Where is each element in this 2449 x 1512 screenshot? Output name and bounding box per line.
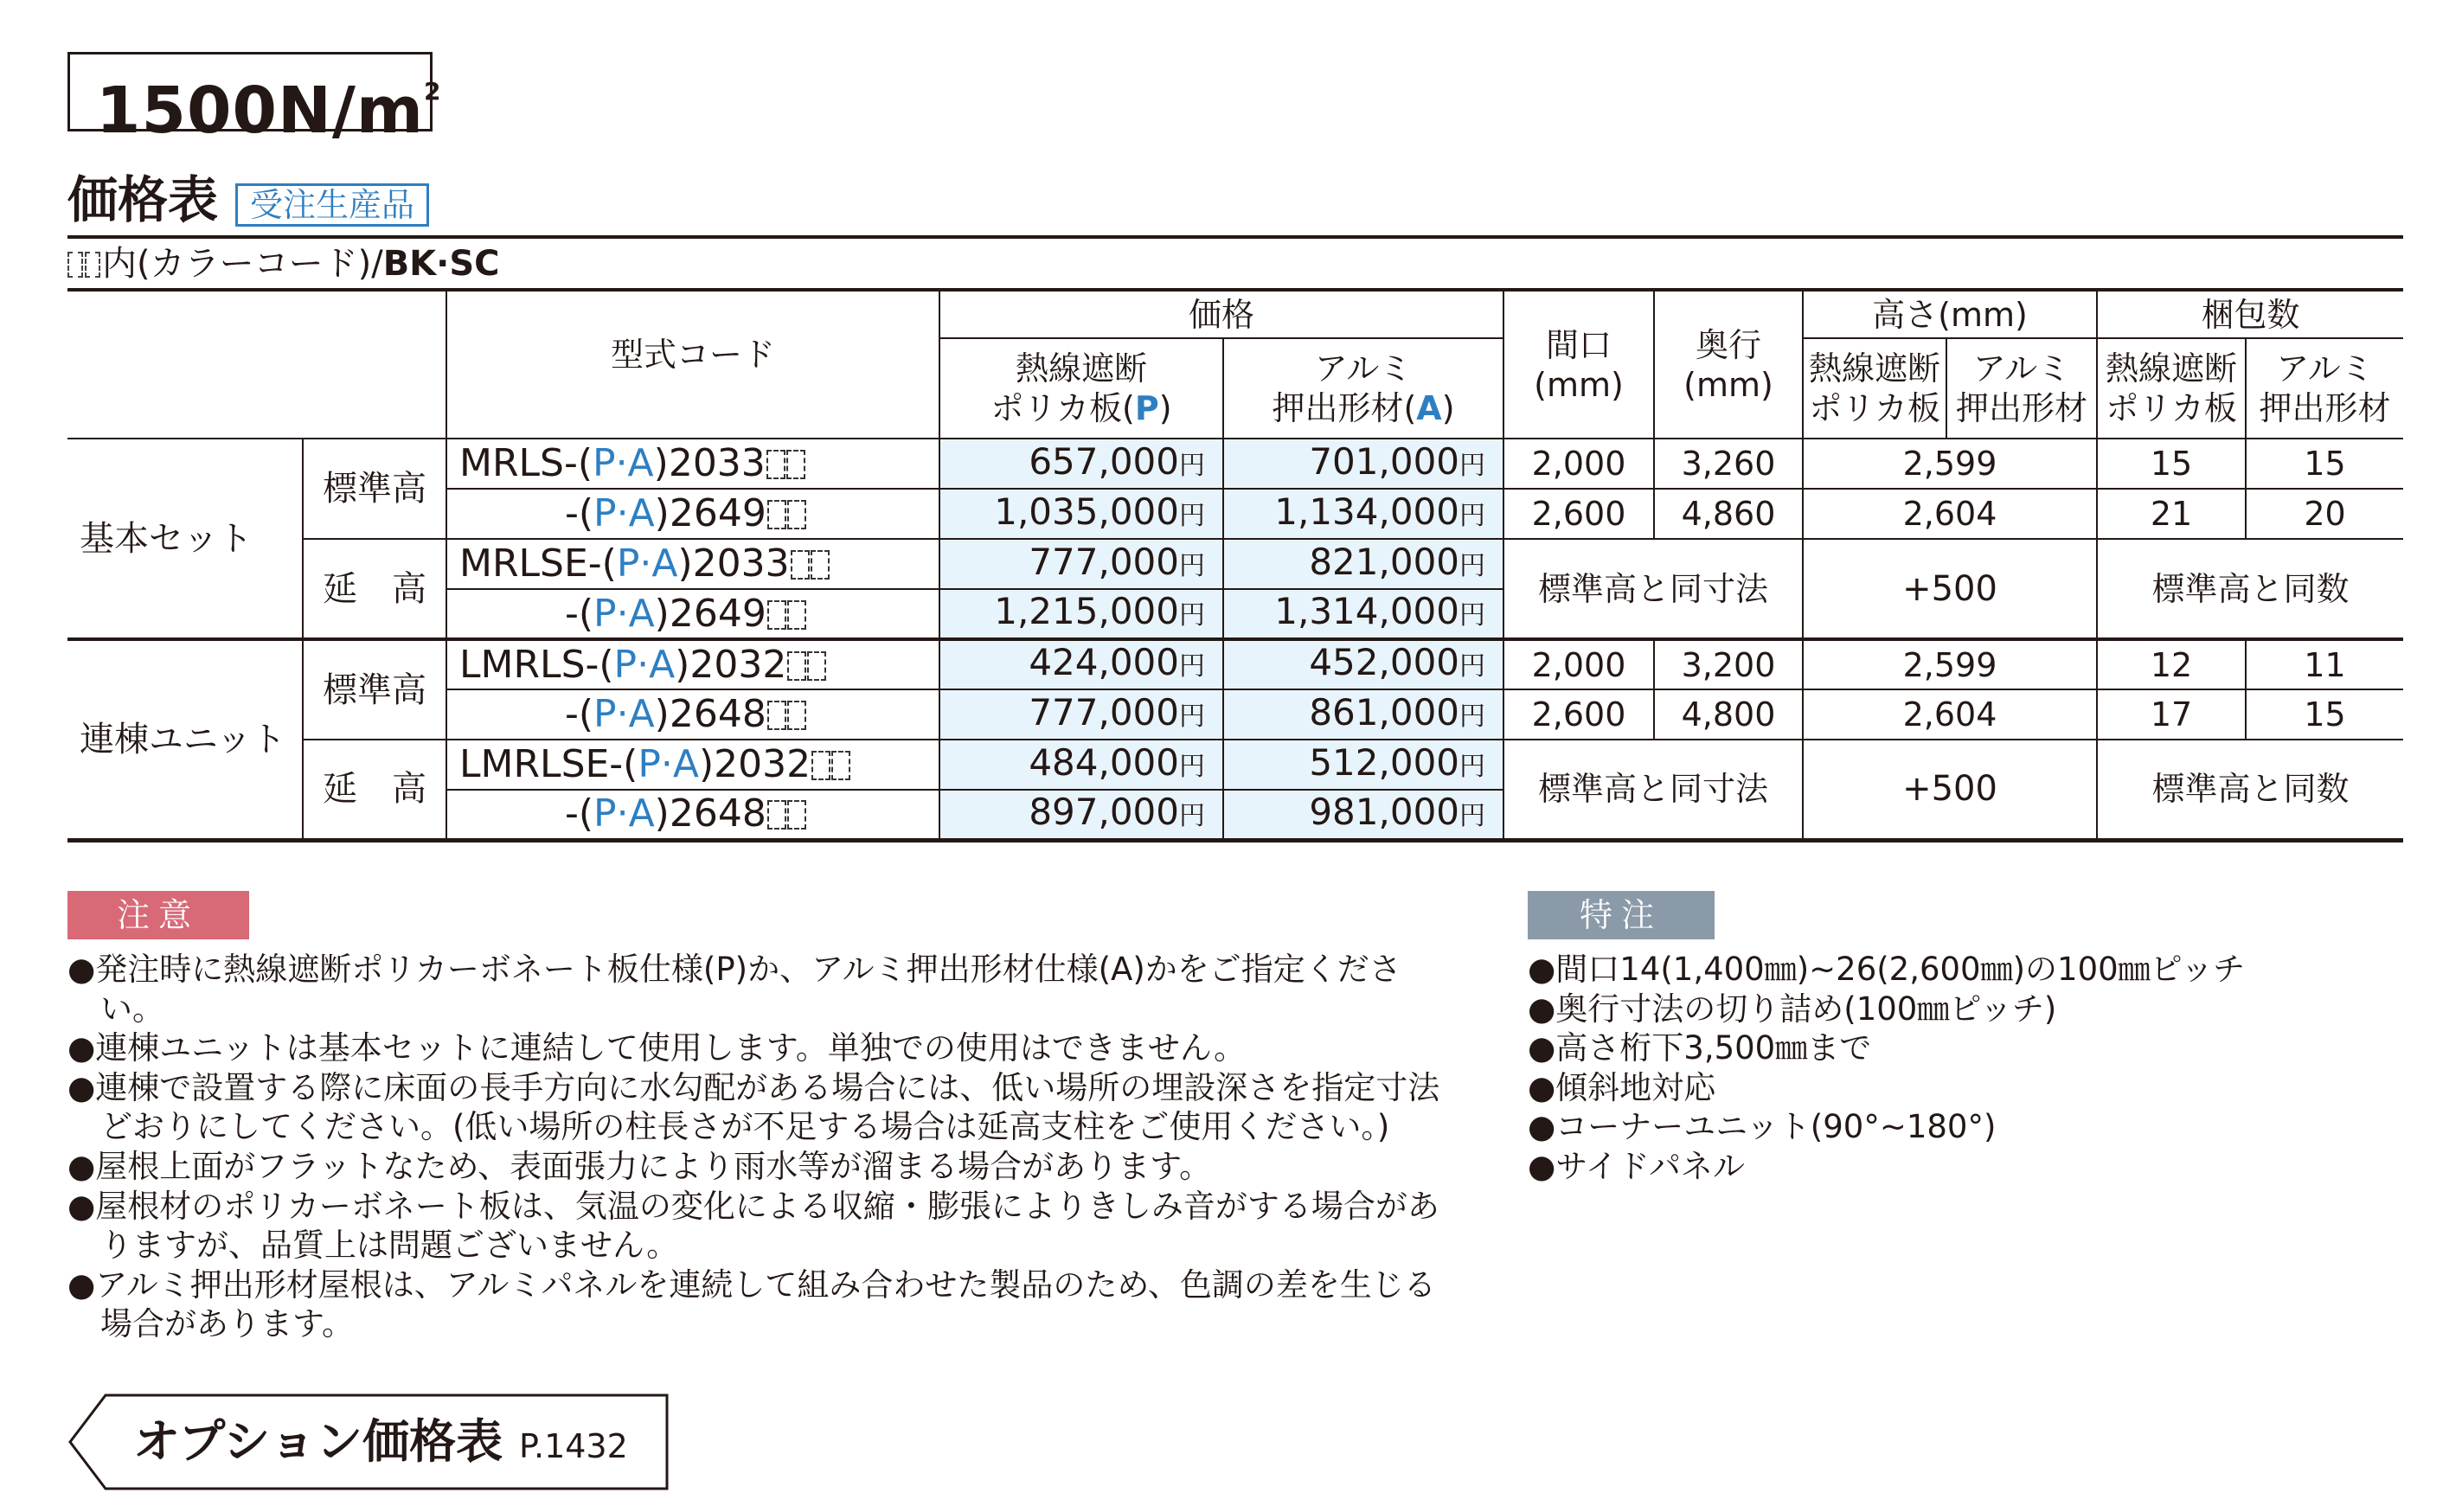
width-cell: 2,000 bbox=[1503, 439, 1654, 489]
header-pack: 梱包数 bbox=[2097, 290, 2403, 338]
special-order-list bbox=[1528, 950, 2358, 1187]
height-cell: 2,599 bbox=[1803, 639, 2097, 689]
header-pack-aluminum: アルミ 押出形材 bbox=[2246, 338, 2403, 439]
header-height-polycarbonate: 熱線遮断 ポリカ板 bbox=[1803, 338, 1946, 439]
option-price-title: オプション価格表 bbox=[133, 1414, 503, 1469]
header-price-polycarbonate: 熱線遮断 ポリカ板(P) bbox=[939, 338, 1223, 439]
color-code-note-prefix: 内(カラーコード)/ bbox=[102, 244, 383, 284]
caution-item: ●屋根材のポリカーボネート板は、気温の変化による収縮・膨張によりきしみ音がする場合がありますが、品質上は問題ございません。 bbox=[67, 1187, 1439, 1265]
price-aluminum-cell: 452,000円 bbox=[1223, 639, 1503, 689]
special-order-item: ●奥行寸法の切り詰め(100㎜ピッチ) bbox=[1528, 990, 2057, 1028]
special-order-item: ●傾斜地対応 bbox=[1528, 1068, 1716, 1106]
model-code-cell: -(P·A)2649 bbox=[446, 489, 939, 539]
code-placeholder-icon bbox=[811, 751, 830, 780]
pack-aluminum-cell: 11 bbox=[2246, 639, 2403, 689]
price-aluminum-cell: 821,000円 bbox=[1223, 539, 1503, 589]
code-placeholder-icon bbox=[786, 450, 805, 479]
category-cell: 基本セット bbox=[67, 439, 303, 639]
caution-item: ●屋根上面がフラットなため、表面張力により雨水等が溜まる場合があります。 bbox=[67, 1147, 1212, 1185]
price-aluminum-cell: 861,000円 bbox=[1223, 689, 1503, 740]
depth-cell: 3,200 bbox=[1654, 639, 1803, 689]
load-rating-box bbox=[67, 52, 442, 148]
table-row bbox=[67, 740, 2403, 790]
subgroup-cell: 延 高 bbox=[303, 740, 446, 840]
subgroup-cell: 標準高 bbox=[303, 439, 446, 539]
width-cell: 2,600 bbox=[1503, 689, 1654, 740]
special-order-item: ●サイドパネル bbox=[1528, 1147, 1745, 1185]
caution-item: ●連棟ユニットは基本セットに連結して使用します。単独での使用はできません。 bbox=[67, 1029, 1247, 1067]
same-pack-cell: 標準高と同数 bbox=[2097, 539, 2403, 639]
code-placeholder-icon bbox=[791, 550, 810, 580]
price-polycarbonate-cell: 777,000円 bbox=[939, 539, 1223, 589]
header-blank bbox=[67, 290, 446, 439]
subgroup-cell: 標準高 bbox=[303, 639, 446, 740]
same-dimension-cell: 標準高と同寸法 bbox=[1503, 740, 1803, 840]
height-cell: 2,599 bbox=[1803, 439, 2097, 489]
pack-aluminum-cell: 15 bbox=[2246, 439, 2403, 489]
code-placeholder-icon bbox=[807, 651, 826, 681]
model-code-cell: MRLS-(P·A)2033 bbox=[446, 439, 939, 489]
caution-badge: 注意 bbox=[67, 891, 249, 939]
code-placeholder-icon bbox=[767, 800, 786, 830]
height-cell: 2,604 bbox=[1803, 689, 2097, 740]
width-cell: 2,600 bbox=[1503, 489, 1654, 539]
caution-item: ●発注時に熱線遮断ポリカーボネート板仕様(P)か、アルミ押出形材仕様(A)かをご指定ください。 bbox=[67, 951, 1401, 1028]
caution-item: ●アルミ押出形材屋根は、アルミパネルを連続して組み合わせた製品のため、色調の差を生じる場合があります。 bbox=[67, 1265, 1436, 1343]
pack-aluminum-cell: 20 bbox=[2246, 489, 2403, 539]
title-rule bbox=[67, 235, 2403, 239]
height-add-cell: +500 bbox=[1803, 740, 2097, 840]
load-rating-label: 1500N/m bbox=[96, 74, 425, 148]
price-polycarbonate-cell: 897,000円 bbox=[939, 790, 1223, 840]
category-cell: 連棟ユニット bbox=[67, 639, 303, 840]
header-pack-polycarbonate: 熱線遮断 ポリカ板 bbox=[2097, 338, 2246, 439]
code-placeholder-icon bbox=[787, 600, 806, 630]
code-placeholder-icon bbox=[787, 651, 806, 681]
pack-polycarbonate-cell: 17 bbox=[2097, 689, 2246, 740]
pack-polycarbonate-cell: 15 bbox=[2097, 439, 2246, 489]
special-order-item: ●コーナーユニット(90°~180°) bbox=[1528, 1108, 1997, 1146]
pack-aluminum-cell: 15 bbox=[2246, 689, 2403, 740]
code-placeholder-icon bbox=[831, 751, 850, 780]
header-model-code: 型式コード bbox=[446, 290, 939, 439]
option-page-ref: P.1432 bbox=[519, 1427, 628, 1465]
price-aluminum-cell: 701,000円 bbox=[1223, 439, 1503, 489]
header-price: 価格 bbox=[939, 290, 1503, 338]
same-dimension-cell: 標準高と同寸法 bbox=[1503, 539, 1803, 639]
special-order-badge: 特注 bbox=[1528, 891, 1715, 939]
price-polycarbonate-cell: 424,000円 bbox=[939, 639, 1223, 689]
special-order-item: ●高さ桁下3,500㎜まで bbox=[1528, 1029, 1872, 1067]
option-price-link[interactable] bbox=[67, 1393, 670, 1491]
model-code-cell: MRLSE-(P·A)2033 bbox=[446, 539, 939, 589]
code-placeholder-icon bbox=[811, 550, 830, 580]
code-placeholder-icon bbox=[767, 701, 786, 730]
pack-polycarbonate-cell: 21 bbox=[2097, 489, 2246, 539]
table-row bbox=[67, 639, 2403, 689]
price-polycarbonate-cell: 777,000円 bbox=[939, 689, 1223, 740]
table-row bbox=[67, 539, 2403, 589]
caution-list bbox=[67, 950, 1443, 1344]
special-order-item: ●間口14(1,400㎜)~26(2,600㎜)の100㎜ピッチ bbox=[1528, 951, 2246, 988]
pack-polycarbonate-cell: 12 bbox=[2097, 639, 2246, 689]
subgroup-cell: 延 高 bbox=[303, 539, 446, 639]
color-code-note bbox=[67, 242, 500, 285]
made-to-order-badge: 受注生産品 bbox=[235, 183, 429, 227]
caution-item: ●連棟で設置する際に床面の長手方向に水勾配がある場合には、低い場所の埋設深さを指定寸法どおりにしてください。(低い場所の柱長さが不足する場合は延高支柱をご使用ください。) bbox=[67, 1068, 1440, 1146]
model-code-cell: -(P·A)2648 bbox=[446, 790, 939, 840]
header-width: 間口 (mm) bbox=[1503, 290, 1654, 439]
price-aluminum-cell: 512,000円 bbox=[1223, 740, 1503, 790]
header-height: 高さ(mm) bbox=[1803, 290, 2097, 338]
depth-cell: 4,860 bbox=[1654, 489, 1803, 539]
code-placeholder-icon bbox=[787, 701, 806, 730]
color-codes: BK·SC bbox=[382, 244, 500, 284]
table-row bbox=[67, 439, 2403, 489]
model-code-cell: LMRLS-(P·A)2032 bbox=[446, 639, 939, 689]
height-cell: 2,604 bbox=[1803, 489, 2097, 539]
width-cell: 2,000 bbox=[1503, 639, 1654, 689]
header-price-aluminum: アルミ 押出形材(A) bbox=[1223, 338, 1503, 439]
price-polycarbonate-cell: 657,000円 bbox=[939, 439, 1223, 489]
code-placeholder-icon bbox=[787, 500, 806, 529]
code-placeholder-icon bbox=[85, 252, 100, 278]
load-rating-superscript: 2 bbox=[424, 77, 442, 106]
header-height-aluminum: アルミ 押出形材 bbox=[1946, 338, 2097, 439]
price-table-title: 価格表 bbox=[67, 170, 219, 229]
code-placeholder-icon bbox=[766, 450, 785, 479]
model-code-cell: -(P·A)2649 bbox=[446, 589, 939, 639]
price-polycarbonate-cell: 484,000円 bbox=[939, 740, 1223, 790]
model-code-cell: -(P·A)2648 bbox=[446, 689, 939, 740]
code-placeholder-icon bbox=[767, 600, 786, 630]
code-placeholder-icon bbox=[767, 500, 786, 529]
price-polycarbonate-cell: 1,215,000円 bbox=[939, 589, 1223, 639]
code-placeholder-icon bbox=[67, 252, 83, 278]
price-aluminum-cell: 981,000円 bbox=[1223, 790, 1503, 840]
header-depth: 奥行 (mm) bbox=[1654, 290, 1803, 439]
code-placeholder-icon bbox=[787, 800, 806, 830]
price-polycarbonate-cell: 1,035,000円 bbox=[939, 489, 1223, 539]
depth-cell: 4,800 bbox=[1654, 689, 1803, 740]
price-aluminum-cell: 1,134,000円 bbox=[1223, 489, 1503, 539]
price-table bbox=[67, 288, 2403, 842]
price-aluminum-cell: 1,314,000円 bbox=[1223, 589, 1503, 639]
depth-cell: 3,260 bbox=[1654, 439, 1803, 489]
model-code-cell: LMRLSE-(P·A)2032 bbox=[446, 740, 939, 790]
height-add-cell: +500 bbox=[1803, 539, 2097, 639]
same-pack-cell: 標準高と同数 bbox=[2097, 740, 2403, 840]
